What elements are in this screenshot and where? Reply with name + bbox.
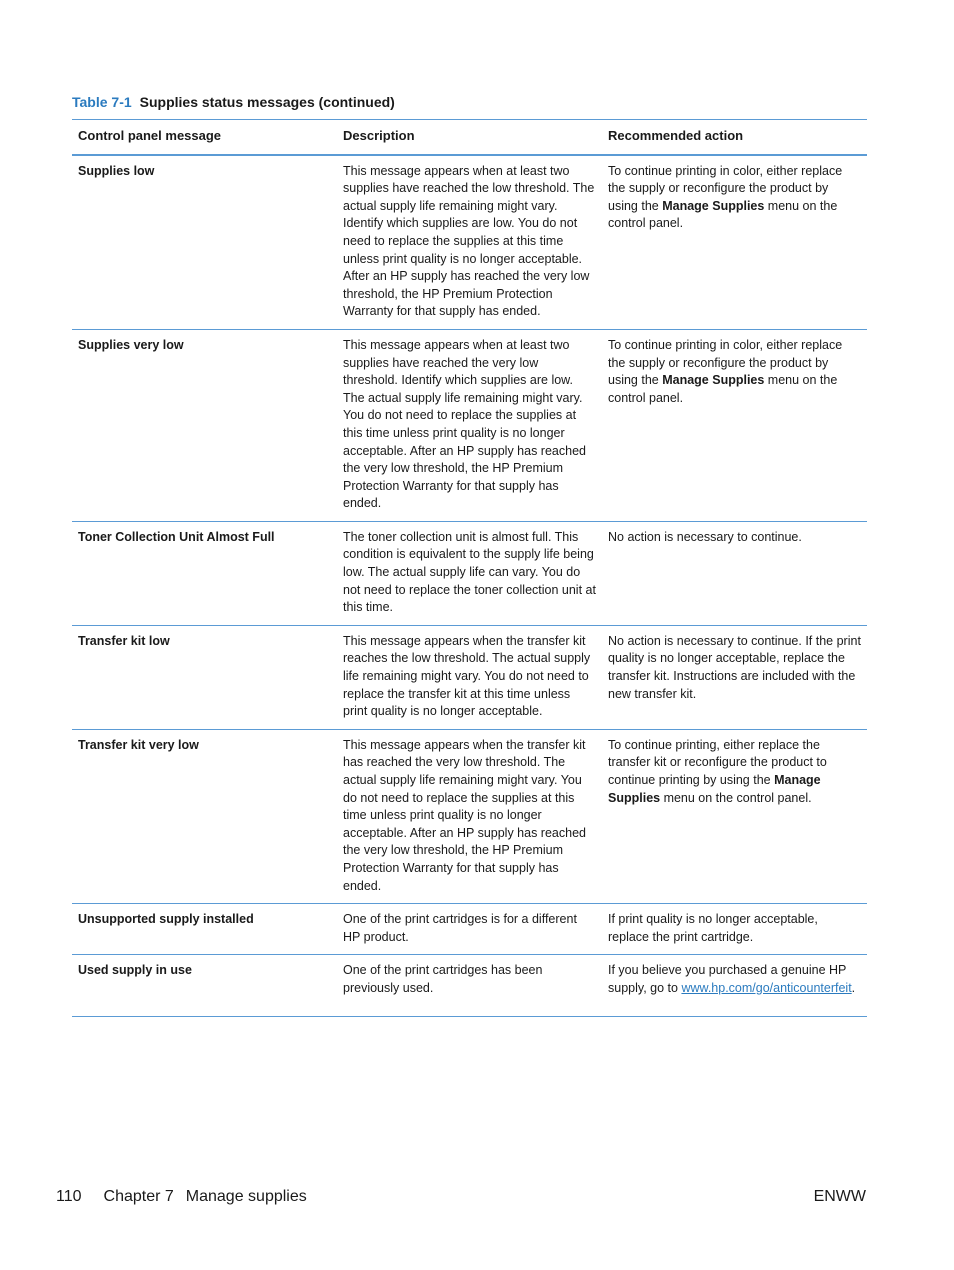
header-recommended-action: Recommended action [602, 120, 867, 155]
action-menu-name: Manage Supplies [608, 773, 821, 805]
header-description: Description [337, 120, 602, 155]
row-message: Transfer kit low [72, 625, 337, 729]
action-menu-name: Manage Supplies [662, 198, 765, 213]
doc-code: ENWW [813, 1188, 866, 1205]
action-text: menu on the control panel. [608, 198, 838, 231]
action-text: menu on the control panel. [660, 790, 812, 805]
action-text: . [851, 980, 856, 995]
table-row [72, 155, 867, 330]
page-number: 110 [56, 1188, 82, 1205]
table-row [72, 521, 867, 625]
row-description: The toner collection unit is almost full. This condition is equivalent to the supply life being low. The actual supply life can vary. You do not need to replace the toner collection unit at this time. [337, 521, 602, 625]
row-message: Toner Collection Unit Almost Full [72, 521, 337, 625]
row-action: If print quality is no longer acceptable, replace the print cartridge. [602, 904, 867, 955]
chapter-title: Manage supplies [185, 1188, 307, 1205]
row-message: Transfer kit very low [72, 729, 337, 903]
table-number: Table 7-1 [72, 94, 132, 110]
row-action [602, 955, 867, 1016]
table-row [72, 955, 867, 1016]
table-row [72, 625, 867, 729]
action-text: If you believe you purchased a genuine HP supply, go to [608, 963, 847, 995]
row-action [602, 155, 867, 330]
row-description: This message appears when at least two supplies have reached the low threshold. The actual supply life remaining might vary. Identify which supplies are low. You do not need to replace the supplies at this time unless print quality is no longer acceptable. After an HP supply has reached the very low threshold, the HP Premium Protection Warranty for that supply has ended. [337, 155, 602, 330]
supplies-status-table [72, 119, 867, 1017]
row-action: No action is necessary to continue. [602, 521, 867, 625]
row-description: One of the print cartridges is for a different HP product. [337, 904, 602, 955]
row-message: Used supply in use [72, 955, 337, 1016]
row-description: One of the print cartridges has been previously used. [337, 955, 602, 1016]
table-row [72, 904, 867, 955]
action-menu-name: Manage Supplies [662, 373, 765, 388]
action-text: menu on the control panel. [608, 373, 838, 405]
row-message: Supplies very low [72, 329, 337, 521]
table-header-row [72, 120, 867, 155]
row-description: This message appears when at least two supplies have reached the very low threshold. Identify which supplies are low. The actual supply life remaining might vary. You do not need to replace the supplies at this time unless print quality is no longer acceptable. After an HP supply has reached the very low threshold, the HP Premium Protection Warranty for that supply has ended. [337, 329, 602, 521]
row-action [602, 329, 867, 521]
action-text: To continue printing in color, either replace the supply or reconfigure the product by using the [608, 163, 843, 213]
action-text: To continue printing, either replace the transfer kit or reconfigure the product to continue printing by using the [608, 737, 827, 787]
table-title: Supplies status messages (continued) [139, 94, 395, 110]
action-text: To continue printing in color, either replace the supply or reconfigure the product by using the [608, 337, 843, 388]
row-action: No action is necessary to continue. If the print quality is no longer acceptable, replace the transfer kit. Instructions are included with the new transfer kit. [602, 625, 867, 729]
table-caption [72, 94, 395, 110]
page-footer-left [56, 1188, 307, 1206]
row-action [602, 729, 867, 903]
table-row [72, 329, 867, 521]
row-message: Supplies low [72, 155, 337, 330]
row-message: Unsupported supply installed [72, 904, 337, 955]
row-description: This message appears when the transfer kit has reached the very low threshold. The actual supply life remaining might vary. You do not need to replace the supplies at this time unless print quality is no longer acceptable. After an HP supply has reached the very low threshold, the HP Premium Protection Warranty for that supply has ended. [337, 729, 602, 903]
chapter-label: Chapter 7 [103, 1188, 174, 1205]
anticounterfeit-link[interactable]: www.hp.com/go/anticounterfeit [681, 980, 852, 995]
table-row [72, 729, 867, 903]
header-control-panel-message: Control panel message [72, 120, 337, 155]
row-description: This message appears when the transfer kit reaches the low threshold. The actual supply life remaining might vary. You do not need to replace the transfer kit at this time unless print quality is no longer acceptable. [337, 625, 602, 729]
